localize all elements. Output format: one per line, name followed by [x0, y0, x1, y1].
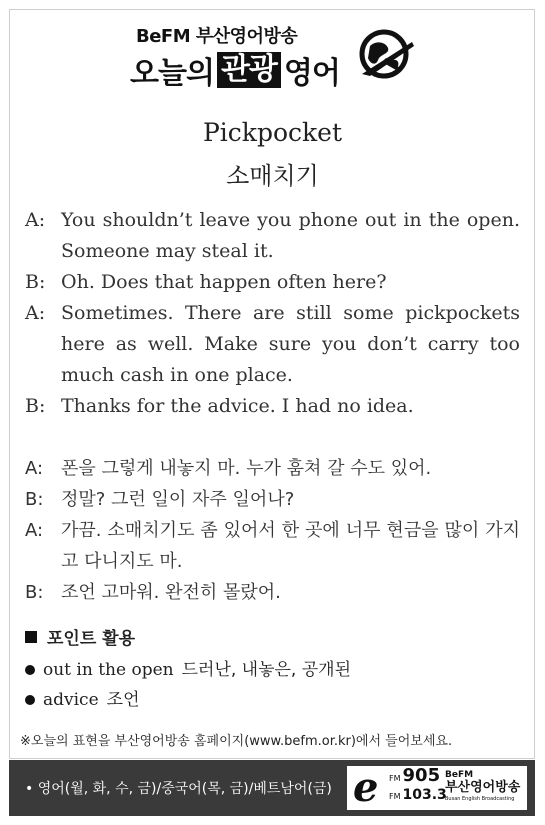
key-point-korean: 드러난, 내놓은, 공개된: [181, 660, 352, 680]
befm-logo-e-icon: e: [353, 764, 379, 811]
website-note: ※오늘의 표현을 부산영어방송 홈페이지(www.befm.or.kr)에서 들어보세요.: [20, 734, 453, 749]
dialogue-line: [25, 298, 520, 391]
key-point-item: [25, 685, 520, 715]
speaker-label: B:: [25, 395, 46, 417]
program-title-part2: 영어: [283, 56, 340, 91]
lesson-title-english: Pickpocket: [202, 118, 342, 147]
broadcast-schedule: • 영어(월, 화, 수, 금)/중국어(목, 금)/베트남어(금): [25, 781, 332, 797]
dialogue-line: [25, 484, 520, 515]
dialogue-line: [25, 577, 520, 608]
dialogue-english: [25, 205, 520, 422]
globe-airplane-icon: [356, 24, 416, 84]
key-points: [25, 624, 520, 715]
dialogue-line: [25, 205, 520, 267]
dialogue-text: 폰을 그렇게 내놓지 마. 누가 훔쳐 갈 수도 있어.: [61, 458, 432, 479]
dialogue-korean: [25, 453, 520, 608]
program-title: [130, 48, 340, 92]
dialogue-line: [25, 391, 520, 422]
frequency-primary: FM 905: [389, 765, 441, 786]
dialogue-text: Thanks for the advice. I had no idea.: [61, 395, 414, 417]
dialogue-text: 가끔. 소매치기도 좀 있어서 한 곳에 너무 현금을 많이 가지고 다니지도 마.: [61, 520, 520, 572]
key-points-heading-text: 포인트 활용: [47, 629, 136, 649]
dialogue-text: Oh. Does that happen often here?: [61, 271, 387, 293]
speaker-label: B:: [25, 271, 46, 293]
logo-station-name: 부산영어방송: [445, 780, 521, 795]
program-title-part1: 오늘의: [130, 56, 214, 91]
dialogue-text: 조언 고마워. 완전히 몰랐어.: [61, 582, 281, 603]
bullet-icon: [25, 695, 35, 705]
speaker-label: B:: [25, 582, 44, 603]
footer-bar: [9, 760, 535, 816]
logo-befm: BeFM: [445, 770, 474, 780]
speaker-label: B:: [25, 489, 44, 510]
logo-name-block: [445, 770, 520, 803]
frequency-block: [389, 765, 447, 805]
station-name: BeFM 부산영어방송: [136, 26, 298, 47]
frequency-secondary: FM 103.3: [389, 787, 447, 803]
lesson-title-korean: 소매치기: [226, 162, 319, 190]
speaker-label: A:: [25, 209, 46, 231]
dialogue-text: Sometimes. There are still some pickpockets here as well. Make sure you don’t carry too much cash in one place.: [61, 302, 520, 386]
logo-subtitle: Busan English Broadcasting: [445, 796, 515, 802]
dialogue-line: [25, 453, 520, 484]
dialogue-text: You shouldn’t leave you phone out in the open. Someone may steal it.: [61, 209, 520, 262]
dialogue-line: [25, 267, 520, 298]
key-points-heading: [25, 624, 520, 649]
key-point-english: out in the open: [43, 660, 174, 680]
program-title-boxed: 관광: [217, 52, 281, 88]
dialogue-text: 정말? 그런 일이 자주 일어나?: [61, 489, 295, 510]
square-bullet-icon: [25, 631, 37, 643]
speaker-label: A:: [25, 520, 44, 541]
speaker-label: A:: [25, 458, 44, 479]
key-point-english: advice: [43, 690, 99, 710]
header: [130, 22, 430, 92]
key-point-item: [25, 655, 520, 685]
befm-logo: [347, 766, 527, 810]
key-point-korean: 조언: [106, 690, 140, 710]
speaker-label: A:: [25, 302, 46, 324]
bullet-icon: [25, 665, 35, 675]
dialogue-line: [25, 515, 520, 577]
